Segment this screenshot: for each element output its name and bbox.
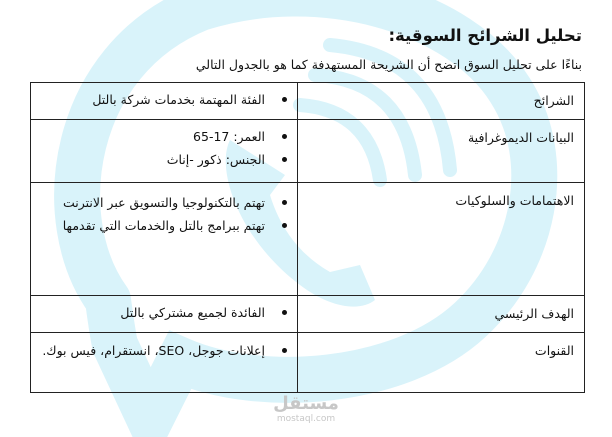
table-row <box>31 120 585 183</box>
row-values <box>31 183 298 296</box>
list-item: الفائدة لجميع مشتركي بالتل <box>39 301 265 324</box>
mostaql-credit-watermark <box>238 394 374 425</box>
intro-paragraph: بناءًا على تحليل السوق اتضح أن الشريحة المستهدفة كما هو بالجدول التالي <box>195 57 582 72</box>
segments-table <box>30 82 585 393</box>
list-item: العمر: 17-65 <box>39 125 265 148</box>
mostaql-site-url: mostaql.com <box>276 414 336 424</box>
table-row <box>31 83 585 120</box>
page-title: تحليل الشرائح السوقية: <box>388 26 582 45</box>
row-values <box>31 296 298 333</box>
row-values <box>31 333 298 393</box>
row-label-demographics: البيانات الديموغرافية <box>298 120 585 183</box>
list-item: الفئة المهتمة بخدمات شركة بالتل <box>39 88 265 111</box>
row-values <box>31 83 298 120</box>
list-item: الجنس: ذكور -إناث <box>39 148 265 171</box>
row-label-main-goal: الهدف الرئيسي <box>298 296 585 333</box>
list-item: إعلانات جوجل، SEO، انستقرام، فيس بوك. <box>39 339 265 362</box>
list-item: تهتم بالتكنولوجيا والتسويق عبر الانترنت <box>39 191 265 214</box>
list-item: تهتم ببرامج بالتل والخدمات التي تقدمها <box>39 214 265 237</box>
mostaql-logo-text: مستقل <box>273 393 339 414</box>
table-row <box>31 296 585 333</box>
table-row <box>31 333 585 393</box>
row-label-channels: القنوات <box>298 333 585 393</box>
row-label-segments: الشرائح <box>298 83 585 120</box>
row-values <box>31 120 298 183</box>
row-label-interests: الاهتمامات والسلوكيات <box>298 183 585 296</box>
table-row <box>31 183 585 296</box>
